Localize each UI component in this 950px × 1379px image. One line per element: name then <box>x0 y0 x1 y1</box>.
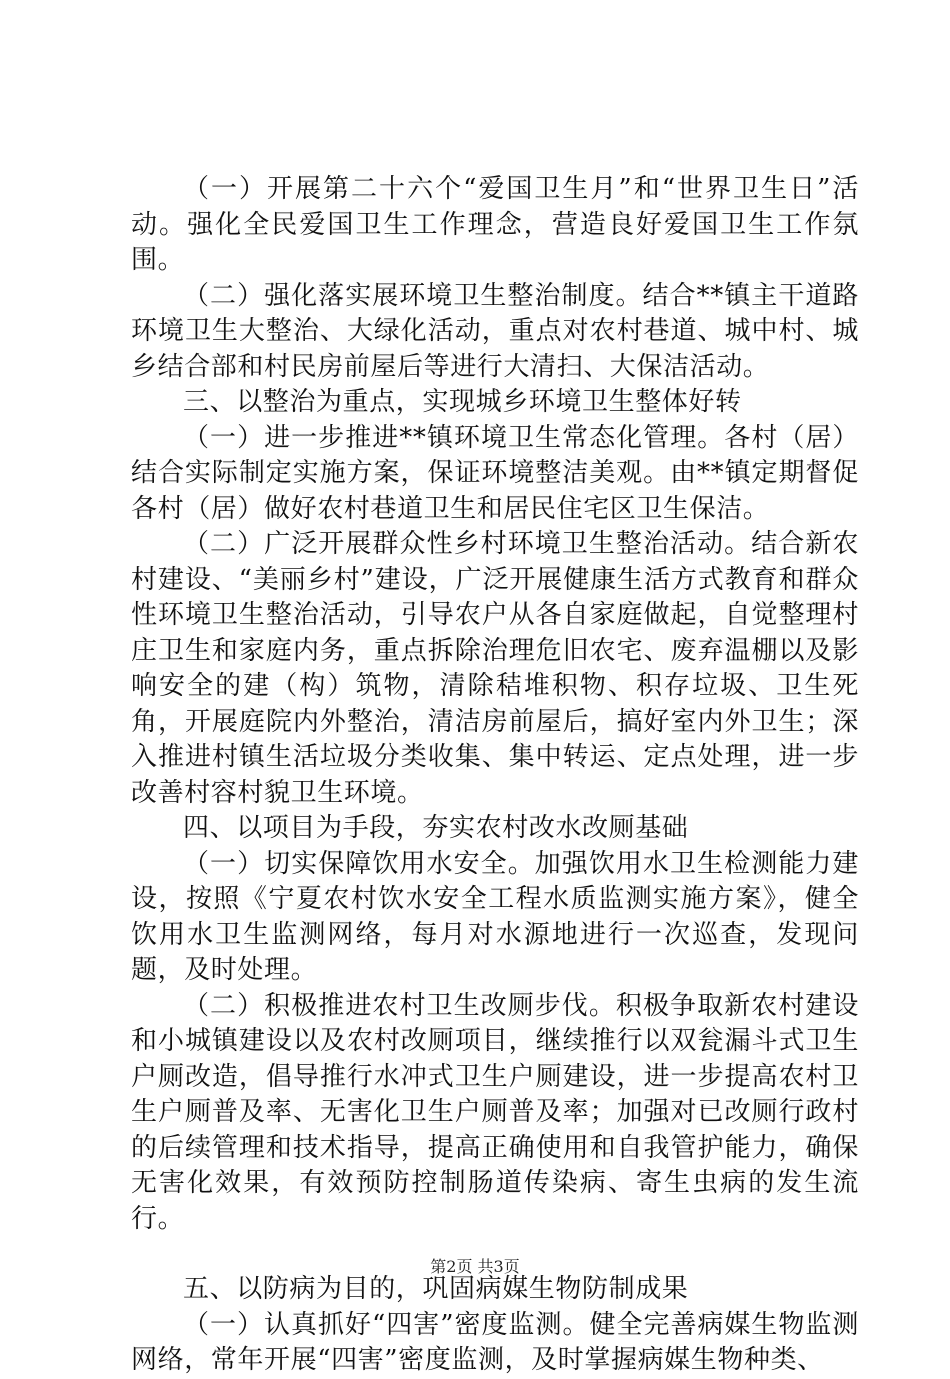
page-number-footer: 第2页 共3页 <box>430 1257 520 1276</box>
section-heading-three: 三、以整治为重点，实现城乡环境卫生整体好转 <box>183 387 742 417</box>
section-heading-five: 五、以防病为目的，巩固病媒生物防制成果 <box>183 1274 689 1304</box>
paragraph-drinking-water: （一）切实保障饮用水安全。加强饮用水卫生检测能力建设，按照《宁夏农村饮水安全工程水质监测实施方案》，健全饮用水卫生监测网络，每月对水源地进行一次巡查，发现问题，及时处理。 <box>131 848 859 985</box>
paragraph-normalized-management: （一）进一步推进**镇环境卫生常态化管理。各村（居）结合实际制定实施方案，保证环境整洁美观。由**镇定期督促各村（居）做好农村巷道卫生和居民住宅区卫生保洁。 <box>131 422 859 524</box>
section-heading-four: 四、以项目为手段，夯实农村改水改厕基础 <box>183 813 689 843</box>
paragraph-toilet-reform: （二）积极推进农村卫生改厕步伐。积极争取新农村建设和小城镇建设以及农村改厕项目，继续推行以双瓮漏斗式卫生户厕改造，倡导推行水冲式卫生户厕建设，进一步提高农村卫生户厕普及率、无害化卫生户厕普及率；加强对已改厕行政村的后续管理和技术指导，提高正确使用和自我管护能力，确保无害化效果，有效预防控制肠道传染病、寄生虫病的发生流行。 <box>131 990 859 1234</box>
paragraph-rural-rectification: （二）广泛开展群众性乡村环境卫生整治活动。结合新农村建设、“美丽乡村”建设，广泛开展健康生活方式教育和群众性环境卫生整治活动，引导农户从各自家庭做起，自觉整理村庄卫生和家庭内务，重点拆除治理危旧农宅、废弃温棚以及影响安全的建（构）筑物，清除秸堆积物、积存垃圾、卫生死角，开展庭院内外整治，清洁房前屋后，搞好室内外卫生；深入推进村镇生活垃圾分类收集、集中转运、定点处理，进一步改善村容村貌卫生环境。 <box>131 529 859 808</box>
paragraph-sanitation-system: （二）强化落实展环境卫生整治制度。结合**镇主干道路环境卫生大整治、大绿化活动，重点对农村巷道、城中村、城乡结合部和村民房前屋后等进行大清扫、大保洁活动。 <box>131 280 859 382</box>
document-body <box>131 172 859 1379</box>
paragraph-four-pests: （一）认真抓好“四害”密度监测。健全完善病媒生物监测网络，常年开展“四害”密度监测，及时掌握病媒生物种类、 <box>131 1309 859 1375</box>
paragraph-activity-month: （一）开展第二十六个“爱国卫生月”和“世界卫生日”活动。强化全民爱国卫生工作理念，营造良好爱国卫生工作氛围。 <box>131 174 859 275</box>
